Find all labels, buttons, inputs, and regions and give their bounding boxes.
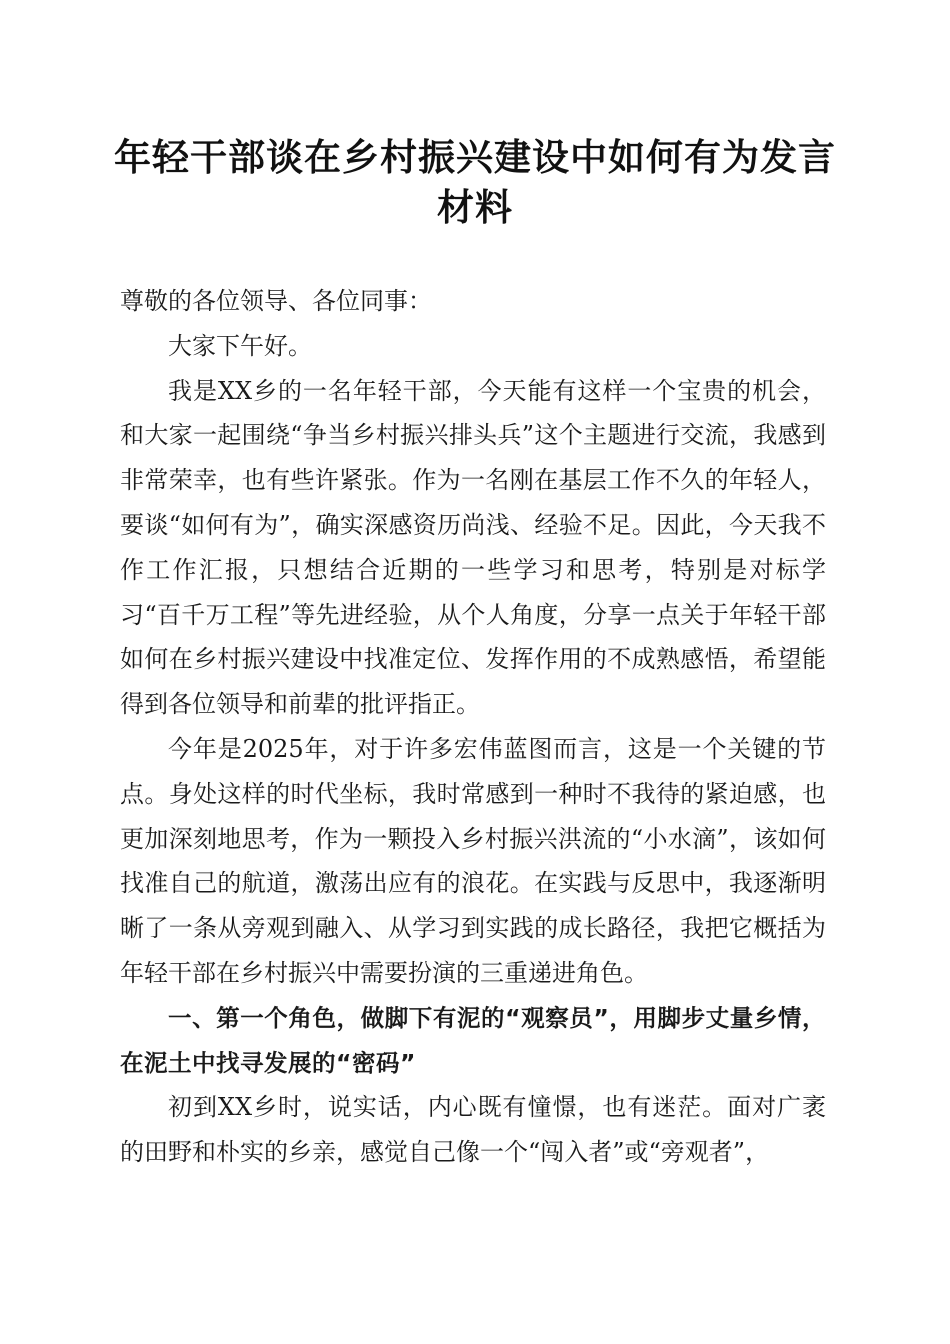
section-1-paragraph: 初到XX乡时，说实话，内心既有憧憬，也有迷茫。面对广袤的田野和朴实的乡亲，感觉自己像一个“闯入者”或“旁观者”， xyxy=(120,1093,826,1167)
document-body xyxy=(120,279,826,1175)
paragraph-context: 今年是2025年，对于许多宏伟蓝图而言，这是一个关键的节点。身处这样的时代坐标，我时常感到一种时不我待的紧迫感，也更加深刻地思考，作为一颗投入乡村振兴洪流的“小水滴”，该如何找准自己的航道，激荡出应有的浪花。在实践与反思中，我逐渐明晰了一条从旁观到融入、从学习到实践的成长路径，我把它概括为年轻干部在乡村振兴中需要扮演的三重递进角色。 xyxy=(120,734,826,987)
paragraph-introduction: 我是XX乡的一名年轻干部，今天能有这样一个宝贵的机会，和大家一起围绕“争当乡村振兴排头兵”这个主题进行交流，我感到非常荣幸，也有些许紧张。作为一名刚在基层工作不久的年轻人，要谈“如何有为”，确实深感资历尚浅、经验不足。因此，今天我不作工作汇报，只想结合近期的一些学习和思考，特别是对标学习“百千万工程”等先进经验，从个人角度，分享一点关于年轻干部如何在乡村振兴建设中找准定位、发挥作用的不成熟感悟，希望能得到各位领导和前辈的批评指正。 xyxy=(120,376,826,719)
greeting: 大家下午好。 xyxy=(168,331,312,360)
document-title: 年轻干部谈在乡村振兴建设中如何有为发言材料 xyxy=(114,135,836,229)
section-heading-1: 一、第一个角色，做脚下有泥的“观察员”，用脚步丈量乡情，在泥土中找寻发展的“密码” xyxy=(120,1003,826,1077)
salutation: 尊敬的各位领导、各位同事： xyxy=(120,287,432,315)
